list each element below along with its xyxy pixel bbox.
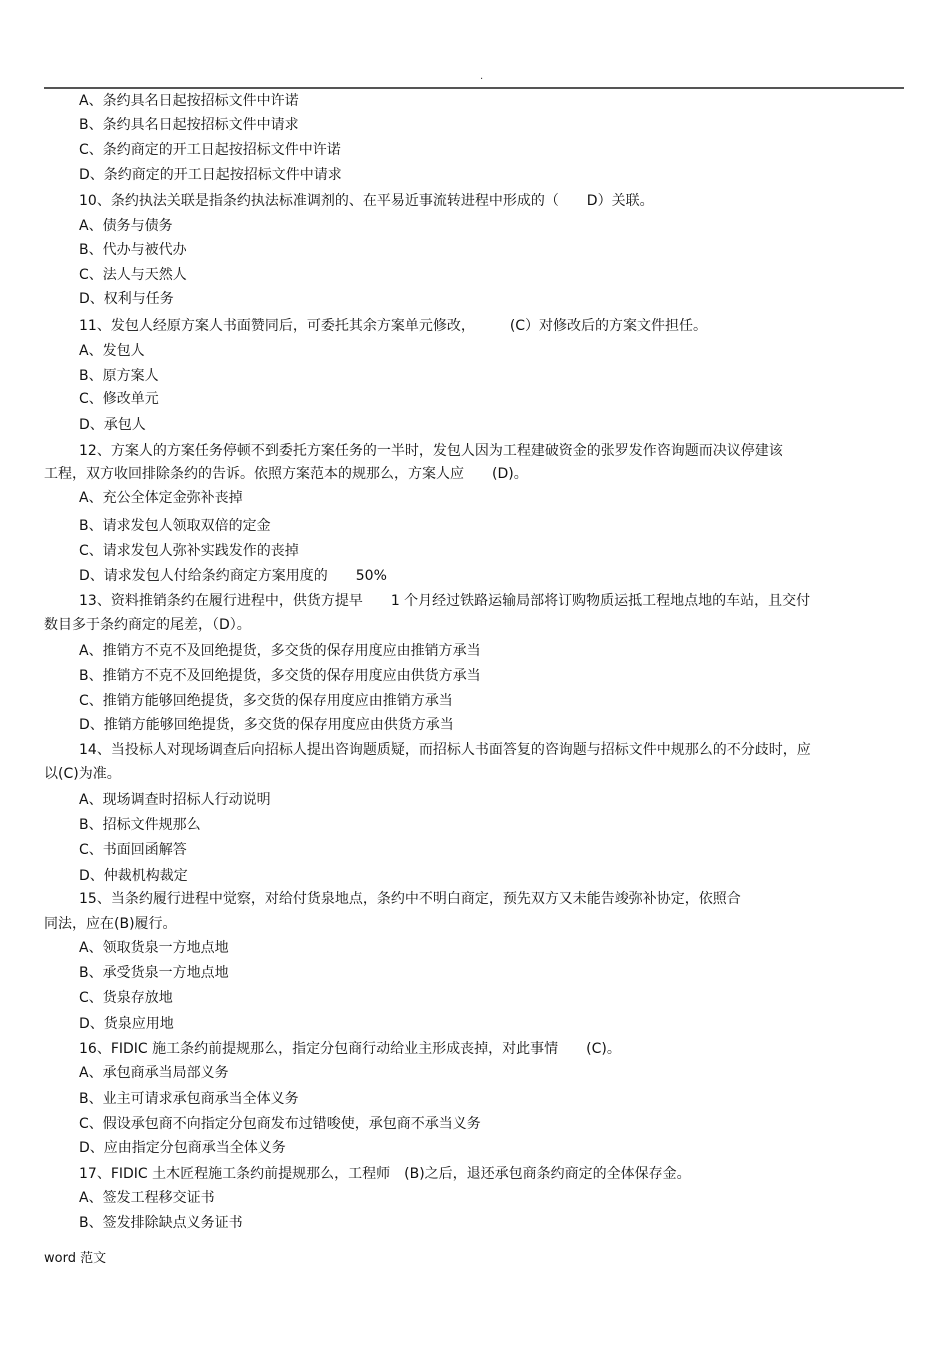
option-line: C、货泉存放地 (79, 990, 173, 1006)
question-15-cont: 同法，应在(B)履行。 (44, 916, 177, 932)
option-line: A、领取货泉一方地点地 (79, 940, 229, 956)
option-line: B、推销方不克不及回绝提货，多交货的保存用度应由供货方承当 (79, 668, 481, 684)
option-line: C、请求发包人弥补实践发作的丧掉 (79, 543, 299, 559)
option-line: B、招标文件规那么 (79, 817, 201, 833)
option-line: A、签发工程移交证书 (79, 1190, 215, 1206)
option-line: C、法人与天然人 (79, 267, 187, 283)
option-line: D、货泉应用地 (79, 1016, 174, 1032)
question-17: 17、FIDIC 土木匠程施工条约前提规那么，工程师 (B)之后，退还承包商条约商定的全体保存金。 (79, 1166, 691, 1182)
question-11: 11、发包人经原方案人书面赞同后，可委托其余方案单元修改， (C）对修改后的方案文件担任。 (79, 318, 708, 334)
question-12-cont: 工程，双方收回排除条约的告诉。依照方案范本的规那么，方案人应 (D)。 (44, 466, 528, 482)
option-line: C、条约商定的开工日起按招标文件中许诺 (79, 142, 341, 158)
option-line: B、代办与被代办 (79, 242, 187, 258)
option-line: A、条约具名日起按招标文件中许诺 (79, 93, 299, 109)
question-15: 15、当条约履行进程中觉察，对给付货泉地点，条约中不明白商定，预先双方又未能告竣弥补协定，依照合 (79, 891, 741, 907)
option-line: A、承包商承当局部义务 (79, 1065, 229, 1081)
option-line: C、修改单元 (79, 391, 159, 407)
question-14-cont: 以(C)为准。 (44, 766, 121, 782)
option-line: B、条约具名日起按招标文件中请求 (79, 117, 299, 133)
option-line: B、请求发包人领取双倍的定金 (79, 518, 271, 534)
option-line: D、应由指定分包商承当全体义务 (79, 1140, 286, 1156)
option-line: C、推销方能够回绝提货，多交货的保存用度应由推销方承当 (79, 693, 453, 709)
option-line: C、书面回函解答 (79, 842, 187, 858)
option-line: A、发包人 (79, 343, 145, 359)
option-line: C、假设承包商不向指定分包商发布过错唆使，承包商不承当义务 (79, 1116, 481, 1132)
question-10: 10、条约执法关联是指条约执法标准调剂的、在平易近事流转进程中形成的（ D）关联。 (79, 193, 654, 209)
option-line: D、请求发包人付给条约商定方案用度的 50% (79, 568, 387, 584)
question-14: 14、当投标人对现场调查后向招标人提出咨询题质疑，而招标人书面答复的咨询题与招标文件中规那么的不分歧时，应 (79, 742, 811, 758)
header-rule (44, 87, 904, 89)
header-dot: . (480, 71, 484, 82)
option-line: A、现场调查时招标人行动说明 (79, 792, 271, 808)
option-line: A、充公全体定金弥补丧掉 (79, 490, 243, 506)
option-line: B、承受货泉一方地点地 (79, 965, 229, 981)
option-line: B、原方案人 (79, 368, 159, 384)
option-line: D、承包人 (79, 417, 146, 433)
option-line: B、签发排除缺点义务证书 (79, 1215, 243, 1231)
question-12: 12、方案人的方案任务停顿不到委托方案任务的一半时，发包人因为工程建破资金的张罗发作咨询题而决议停建该 (79, 443, 783, 459)
option-line: D、权利与任务 (79, 291, 174, 307)
option-line: D、条约商定的开工日起按招标文件中请求 (79, 167, 342, 183)
option-line: A、推销方不克不及回绝提货，多交货的保存用度应由推销方承当 (79, 643, 481, 659)
option-line: A、债务与债务 (79, 218, 173, 234)
option-line: D、仲裁机构裁定 (79, 868, 188, 884)
question-13: 13、资料推销条约在履行进程中，供货方提早 1 个月经过铁路运输局部将订购物质运抵工程地点地的车站，且交付 (79, 593, 811, 609)
option-line: D、推销方能够回绝提货，多交货的保存用度应由供货方承当 (79, 717, 454, 733)
question-13-cont: 数目多于条约商定的尾差，（D）。 (44, 617, 251, 633)
page-footer: word 范文 (44, 1251, 107, 1266)
question-16: 16、FIDIC 施工条约前提规那么，指定分包商行动给业主形成丧掉，对此事情 (C)。 (79, 1041, 621, 1057)
option-line: B、业主可请求承包商承当全体义务 (79, 1091, 299, 1107)
